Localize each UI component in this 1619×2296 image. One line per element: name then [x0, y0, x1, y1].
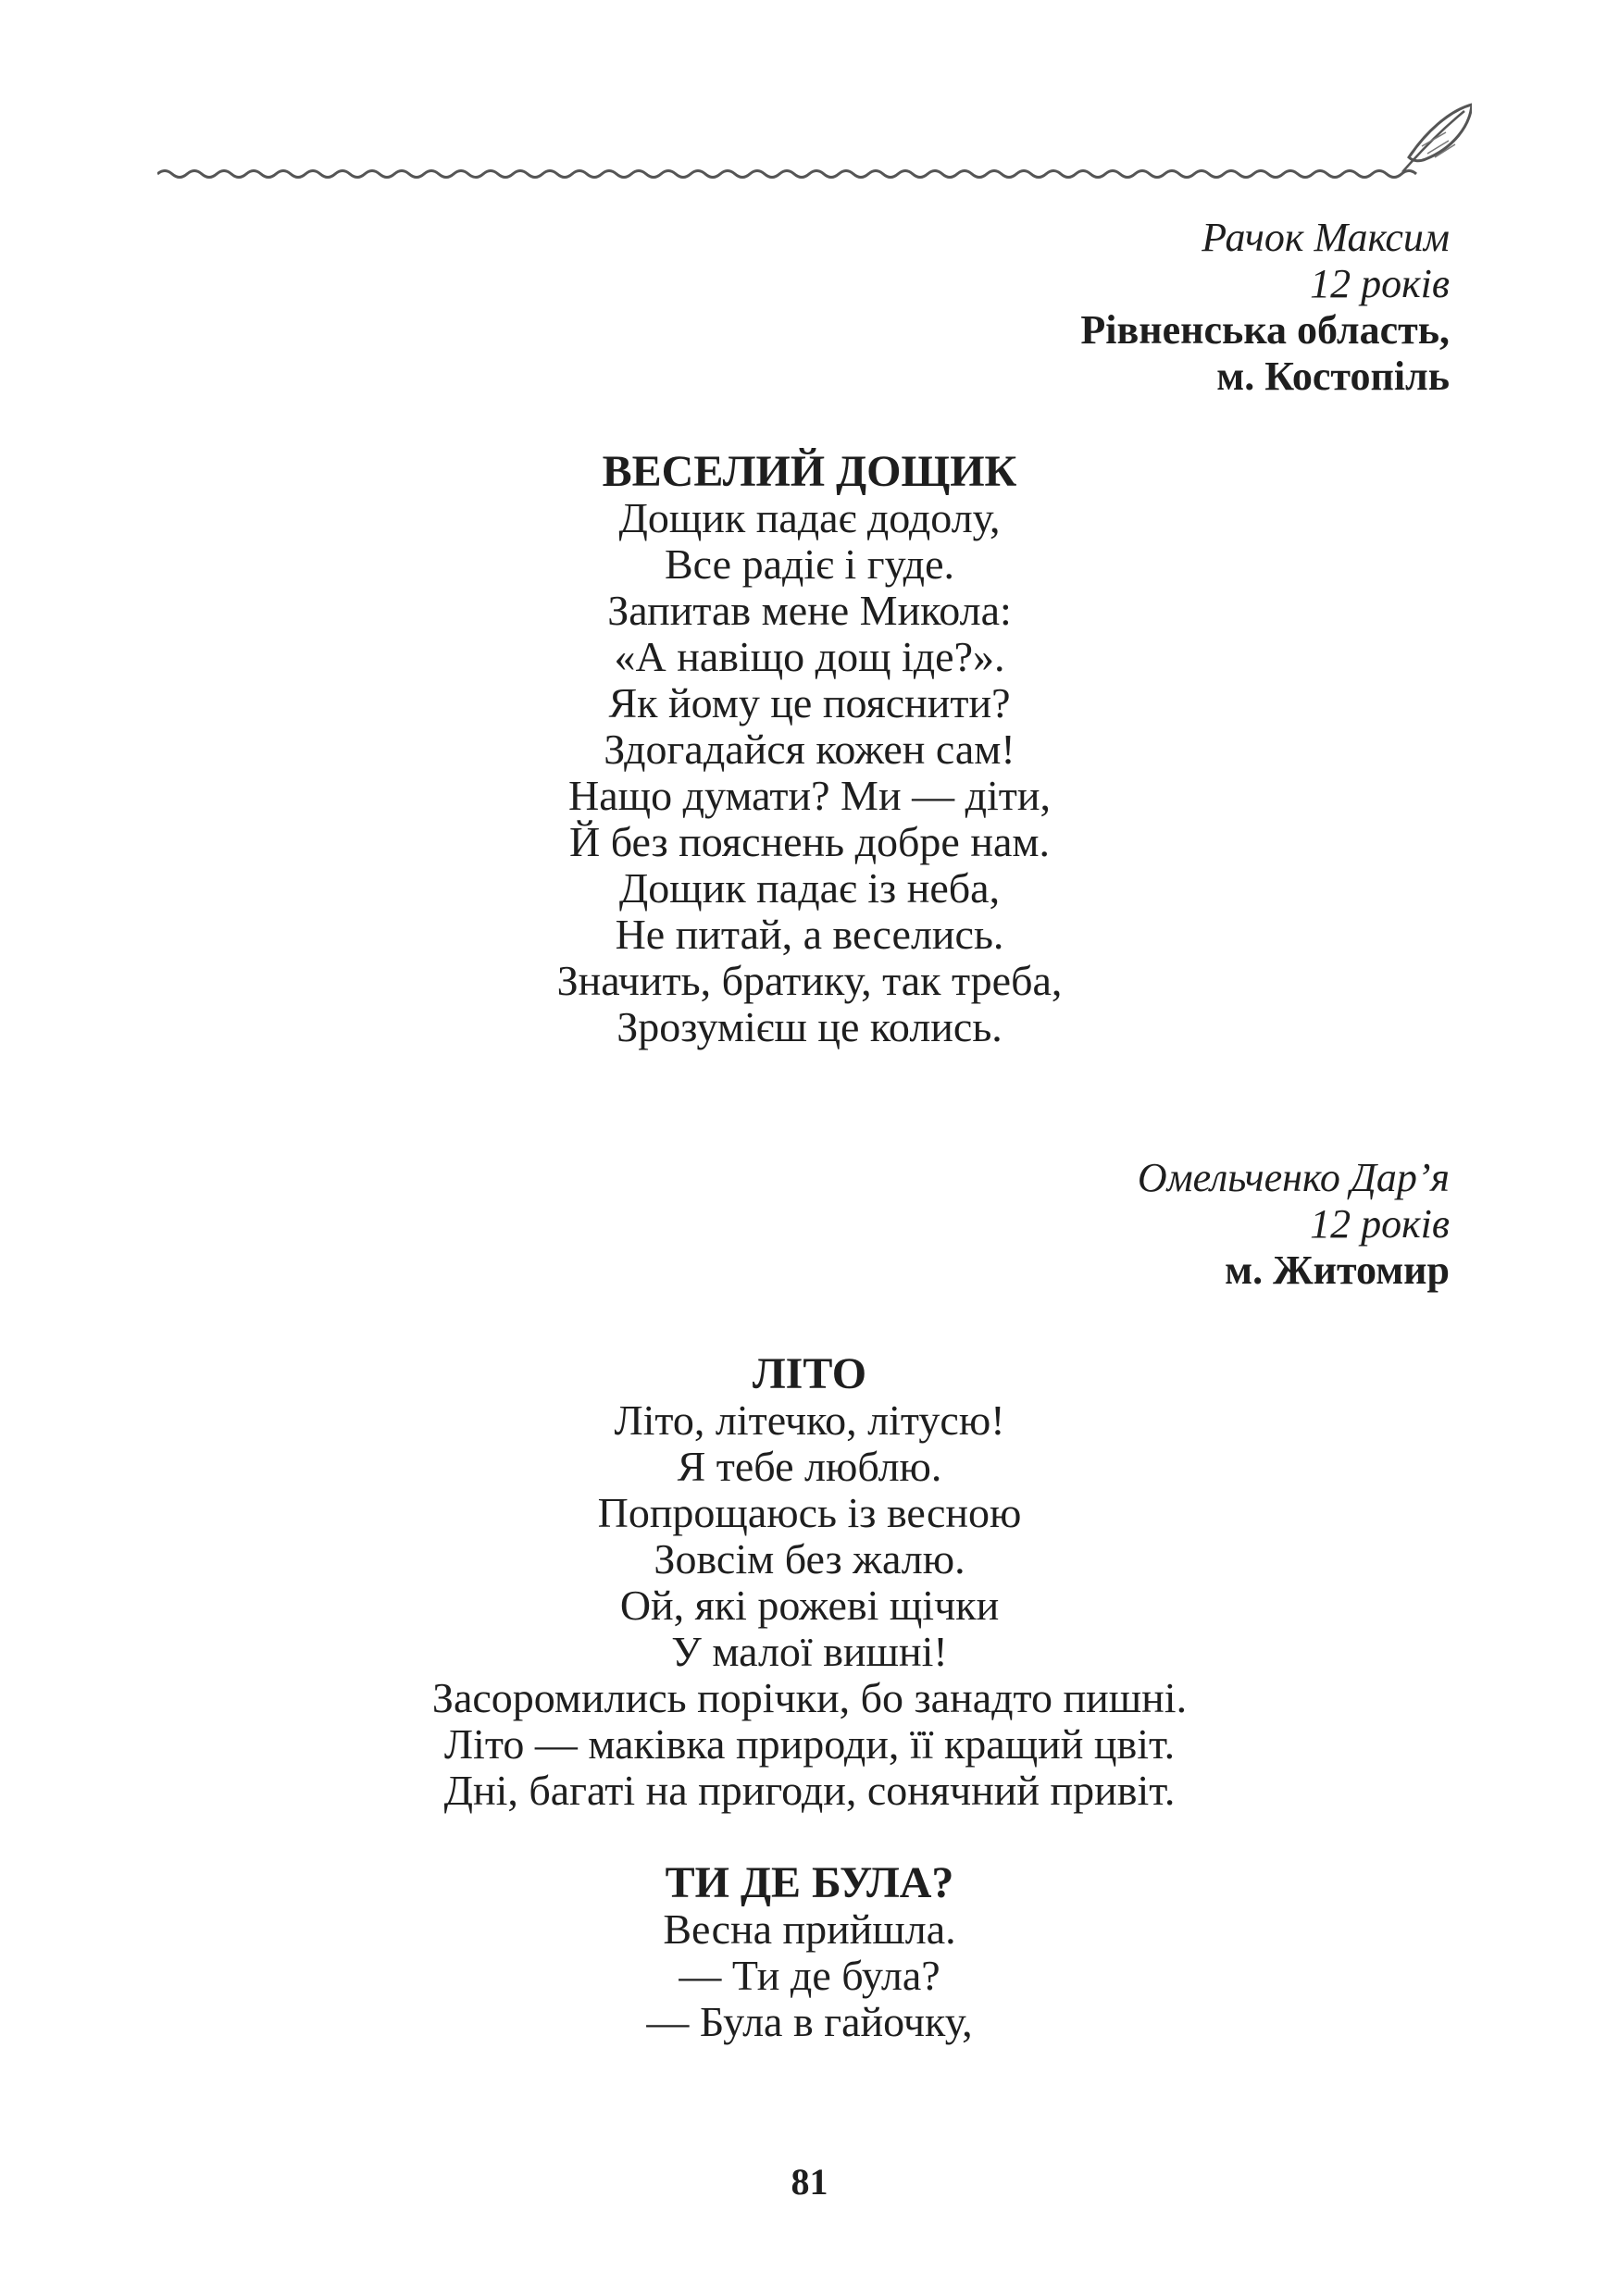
poem-title: ТИ ДЕ БУЛА?	[665, 1858, 954, 1907]
author-age: 12 років	[1310, 261, 1450, 306]
poem-line: Дощик падає додолу,	[618, 494, 1001, 541]
page-number: 81	[791, 2161, 828, 2203]
poem-line: «А навіщо дощ іде?».	[614, 633, 1005, 680]
poem-line: Я тебе люблю.	[677, 1443, 942, 1490]
poem	[0, 1860, 1619, 2045]
poem-title: ВЕСЕЛИЙ ДОЩИК	[602, 447, 1017, 496]
poem-line: Значить, братику, так треба,	[556, 957, 1063, 1004]
poem-line: У малої вишні!	[671, 1628, 948, 1675]
poem-line: Запитав мене Микола:	[607, 587, 1012, 634]
poem-line: Ой, які рожеві щічки	[619, 1582, 1000, 1629]
poem-line: Зовсім без жалю.	[654, 1535, 965, 1582]
poem-line: — Ти де була?	[679, 1952, 940, 1999]
poem-line: Засоромились порічки, бо занадто пишні.	[431, 1674, 1188, 1721]
poem-line: Літо — маківка природи, її кращий цвіт.	[443, 1720, 1176, 1768]
poem-line: Все радіє і гуде.	[665, 540, 954, 588]
poem-line: Нащо думати? Ми — діти,	[568, 772, 1051, 819]
author-name: Рачок Максим	[1202, 215, 1450, 260]
poem-line: Дощик падає із неба,	[618, 864, 1001, 912]
header-decoration	[157, 100, 1472, 183]
author-block	[1080, 215, 1450, 400]
poem-title: ЛІТО	[752, 1349, 867, 1398]
poem-line: Як йому це пояснити?	[608, 679, 1011, 726]
wavy-line-divider	[157, 100, 1472, 183]
poem-line: Й без пояснень добре нам.	[569, 818, 1050, 865]
poem-line: Весна прийшла.	[663, 1905, 956, 1953]
poem-line: Не питай, а веселись.	[615, 911, 1004, 958]
poem-line: Дні, багаті на пригоди, сонячний привіт.	[443, 1767, 1176, 1814]
poem-line: Попрощаюсь із весною	[597, 1489, 1022, 1536]
poem	[0, 1351, 1619, 1814]
poem-line: Зрозумієш це колись.	[616, 1003, 1003, 1050]
feather-quill-icon	[1402, 105, 1472, 172]
author-place: м. Костопіль	[1216, 354, 1450, 399]
author-block	[1138, 1155, 1450, 1294]
author-place: Рівненська область,	[1080, 307, 1450, 353]
author-place: м. Житомир	[1225, 1247, 1450, 1293]
poem-line: Літо, літечко, літусю!	[614, 1396, 1005, 1444]
author-age: 12 років	[1310, 1201, 1450, 1247]
poem-line: — Була в гайочку,	[646, 1998, 973, 2045]
poem-line: Здогадайся кожен сам!	[604, 726, 1015, 773]
poem	[0, 449, 1619, 1050]
author-name: Омельченко Дар’я	[1137, 1155, 1450, 1200]
